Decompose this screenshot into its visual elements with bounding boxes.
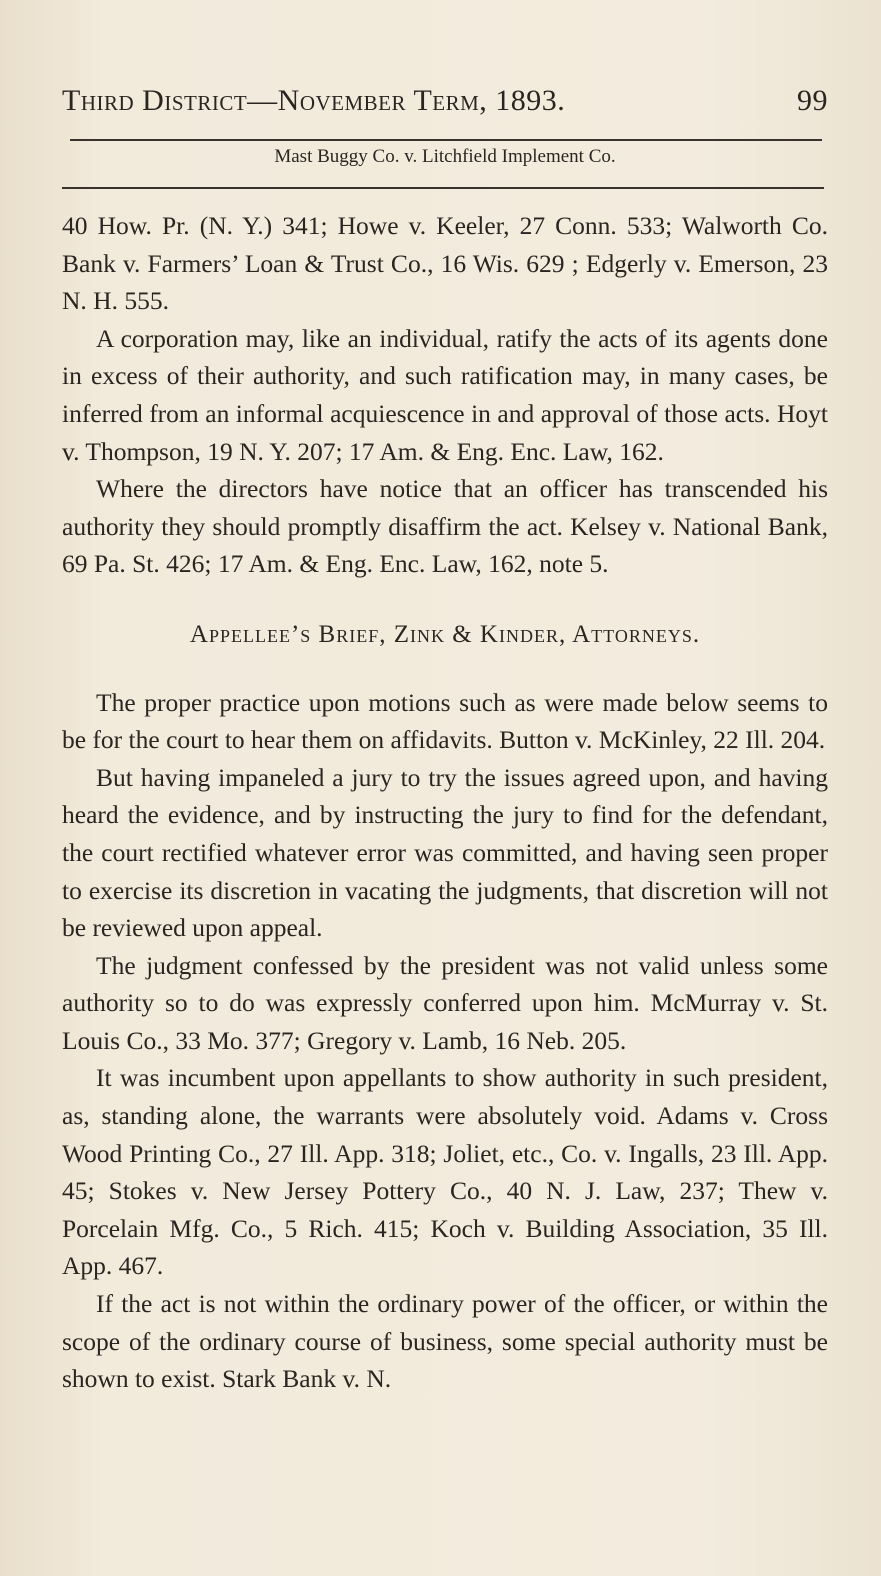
case-caption: Mast Buggy Co. v. Litchfield Implement Co. bbox=[274, 146, 616, 167]
body-paragraph: The judgment confessed by the president was not valid unless some authority so to do was expressly conferred upon him. McMurray v. St. Louis Co., 33 Mo. 377; Gregory v. Lamb, 16 Neb. 205. bbox=[62, 950, 828, 1055]
body-paragraph: The proper practice upon motions such as were made below seems to be for the court to hear them on affidavits. Button v. McKinley, 22 Ill. 204. bbox=[62, 687, 828, 755]
page-body bbox=[62, 207, 828, 1398]
section-heading: Appellee’s Brief, Zink & Kinder, Attorneys. bbox=[189, 620, 701, 648]
body-paragraph: It was incumbent upon appellants to show authority in such president, as, standing alone, the warrants were absolutely void. Adams v. Cross Wood Printing Co., 27 Ill. App. 318; Joliet, etc., Co. v. Ingalls, 23 Ill. App. 45; Stokes v. New Jersey Pottery Co., 40 N. J. Law, 237; Thew v. Porcelain Mfg. Co., 5 Rich. 415; Koch v. Building Association, 35 Ill. App. 467. bbox=[62, 1063, 828, 1281]
caption-rule bbox=[62, 187, 824, 189]
running-title: Third District—November Term, 1893. bbox=[62, 84, 566, 117]
header-rule bbox=[70, 139, 822, 141]
body-paragraph: But having impaneled a jury to try the issues agreed upon, and having heard the evidence, and by instructing the jury to find for the defendant, the court rectified whatever error was committed, and having seen proper to exercise its discretion in vacating the judgments, that discretion will not be reviewed upon appeal. bbox=[62, 762, 828, 943]
running-header bbox=[62, 84, 828, 118]
page-number: 99 bbox=[797, 84, 828, 117]
body-paragraph: Where the directors have notice that an officer has transcended his authority they should promptly disaffirm the act. Kelsey v. National Bank, 69 Pa. St. 426; 17 Am. & Eng. Enc. Law, 162, note 5. bbox=[62, 474, 828, 579]
citation-continuation: 40 How. Pr. (N. Y.) 341; Howe v. Keeler, 27 Conn. 533; Walworth Co. Bank v. Farmers’ Loan & Trust Co., 16 Wis. 629 ; Edgerly v. Emerson, 23 N. H. 555. bbox=[62, 211, 828, 316]
body-paragraph: If the act is not within the ordinary power of the officer, or within the scope of the ordinary course of business, some special authority must be shown to exist. Stark Bank v. N. bbox=[62, 1289, 828, 1394]
body-paragraph: A corporation may, like an individual, ratify the acts of its agents done in excess of their authority, and such ratification may, in many cases, be inferred from an informal acquiescence in and approval of those acts. Hoyt v. Thompson, 19 N. Y. 207; 17 Am. & Eng. Enc. Law, 162. bbox=[62, 323, 828, 466]
